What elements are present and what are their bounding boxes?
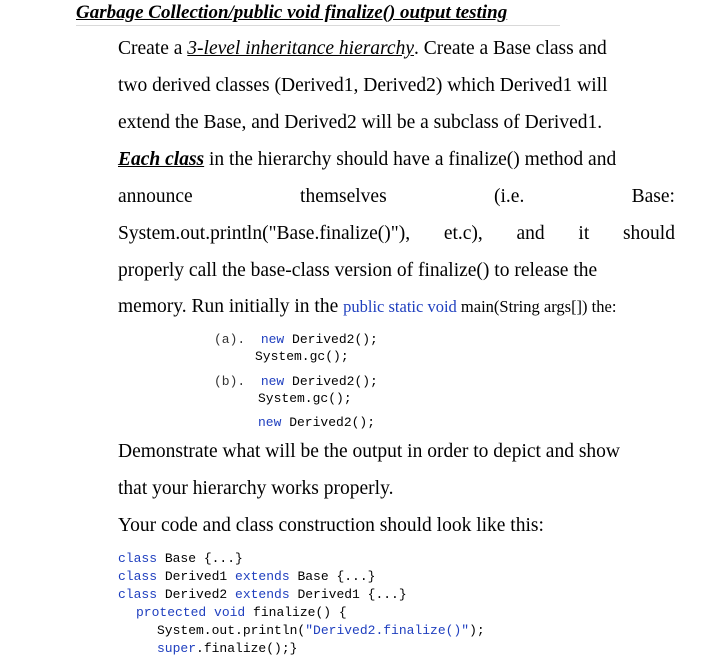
intro-line-5 [118,186,675,208]
keyword-super: super [157,641,197,656]
code-text: ); [469,623,485,638]
page-title: Garbage Collection/public void finalize() output testing [76,2,560,26]
outro-line-1: Demonstrate what will be the output in order to depict and show [118,441,621,462]
code-line-1 [118,551,243,566]
keyword-class: class [118,569,158,584]
code-text: finalize() { [245,605,347,620]
keyword-new: new [260,332,285,347]
code-text: Derived2(); [284,374,378,389]
code-line-6 [157,641,297,656]
code-line-5 [157,623,485,638]
intro-text: in the hierarchy should have a finalize() method and [204,149,617,170]
keyword-class: class [118,551,158,566]
keyword-extends: extends [235,569,290,584]
code-line-2 [118,569,375,584]
word: themselves [300,186,387,207]
step-b-label: (b). [214,374,246,389]
outro-line-2: that your hierarchy works properly. [118,478,394,499]
inline-code-keyword: public static void [343,297,457,316]
keyword-extends: extends [235,587,290,602]
intro-line-7: properly call the base-class version of finalize() to release the [118,260,598,281]
word: should [622,223,675,244]
code-string: "Derived2.finalize()" [305,623,470,638]
code-line-4 [136,605,347,620]
intro-line-4 [118,149,678,171]
intro-text: main(String args[]) the: [456,297,617,316]
intro-text: Create a [118,38,188,59]
step-a-label: (a). [214,332,246,347]
code-text: Derived2(); [284,332,378,347]
code-text: Derived1 {...} [289,587,407,602]
code-text: Derived1 [157,569,236,584]
step-b-gc: System.gc(); [258,391,352,406]
word: it [578,223,590,244]
each-class-emphasis: Each class [118,149,205,170]
word: announce [118,186,193,207]
intro-text: memory. Run initially in the [118,296,344,317]
keyword-protected: protected [136,605,207,620]
word: and [516,223,545,244]
code-intro: Your code and class construction should look like this: [118,515,544,536]
word: (i.e. [494,186,525,207]
intro-text: . Create a Base class and [413,38,607,59]
intro-line-2: two derived classes (Derived1, Derived2) which Derived1 will [118,75,608,96]
word: System.out.println("Base.finalize()"), [118,223,411,244]
code-text: Derived2(); [281,415,376,430]
keyword-new: new [260,374,285,389]
step-b [214,374,378,389]
intro-line-3: extend the Base, and Derived2 will be a subclass of Derived1. [118,112,603,133]
code-text: Base {...} [157,551,243,566]
step-a-gc: System.gc(); [255,349,349,364]
step-c [258,415,375,430]
word: et.c), [443,223,483,244]
keyword-void: void [214,605,246,620]
word: Base: [631,186,675,207]
code-text: Derived2 [157,587,236,602]
code-line-3 [118,587,407,602]
inheritance-hierarchy-link[interactable]: 3-level inheritance hierarchy [187,38,414,59]
intro-line-8 [118,296,678,318]
keyword-new: new [258,415,282,430]
keyword-class: class [118,587,158,602]
intro-line-6 [118,223,675,245]
code-text: Base {...} [289,569,376,584]
code-text: .finalize();} [196,641,298,656]
code-text: System.out.println( [157,623,306,638]
step-a [214,332,378,347]
intro-line-1 [118,38,678,60]
